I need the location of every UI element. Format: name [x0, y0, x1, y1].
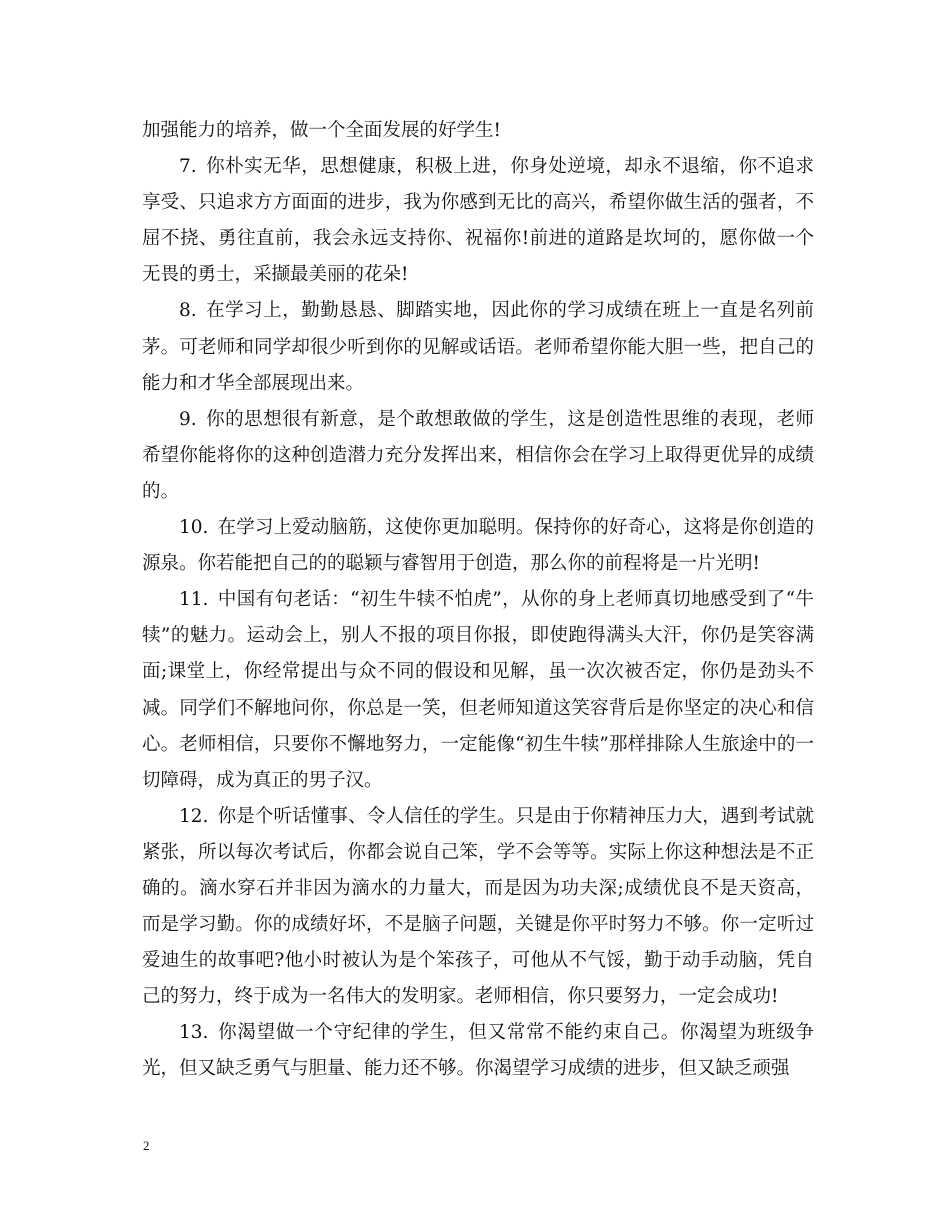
paragraph-number: 9.: [179, 408, 197, 430]
paragraph-number: 7.: [179, 156, 197, 178]
paragraph-12: [142, 799, 814, 1016]
paragraph-text: 你是个听话懂事、令人信任的学生。只是由于你精神压力大，遇到考试就紧张，所以每次考试后，你都会说自己笨，学不会等等。实际上你这种想法是不正确的。滴水穿石并非因为滴水的力量大，而是因为功夫深;成绩优良不是天资高，而是学习勤。你的成绩好坏，不是脑子问题，关键是你平时努力不够。你一定听过爱迪生的故事吧?他小时被认为是个笨孩子，可他从不气馁，勤于动手动脑，凭自己的努力，终于成为一名伟大的发明家。老师相信，你只要努力，一定会成功!: [142, 805, 814, 1008]
paragraph-7: [142, 149, 814, 293]
paragraph-continuation: [142, 113, 814, 149]
paragraph-text: 在学习上，勤勤恳恳、脚踏实地，因此你的学习成绩在班上一直是名列前茅。可老师和同学却很少听到你的见解或话语。老师希望你能大胆一些，把自己的能力和才华全部展现出来。: [142, 300, 814, 394]
paragraph-8: [142, 293, 814, 401]
paragraph-number: 8.: [179, 300, 197, 322]
paragraph-text: 你的思想很有新意，是个敢想敢做的学生，这是创造性思维的表现，老师希望你能将你的这种创造潜力充分发挥出来，相信你会在学习上取得更优异的成绩的。: [142, 408, 814, 502]
paragraph-number: 12.: [179, 805, 209, 827]
paragraph-text: 在学习上爱动脑筋，这使你更加聪明。保持你的好奇心，这将是你创造的源泉。你若能把自己的的聪颖与睿智用于创造，那么你的前程将是一片光明!: [142, 517, 814, 575]
paragraph-number: 10.: [179, 517, 209, 539]
page-number: 2: [143, 1138, 150, 1153]
paragraph-text: 你朴实无华，思想健康，积极上进，你身处逆境，却永不退缩，你不追求享受、只追求方方面面的进步，我为你感到无比的高兴，希望你做生活的强者，不屈不挠、勇往直前，我会永远支持你、祝福你!前进的道路是坎坷的，愿你做一个无畏的勇士，采撷最美丽的花朵!: [142, 156, 814, 286]
paragraph-number: 11.: [179, 589, 209, 611]
paragraph-text: 加强能力的培养，做一个全面发展的好学生!: [142, 120, 501, 141]
paragraph-10: [142, 510, 814, 582]
paragraph-11: [142, 582, 814, 799]
paragraph-text: 你渴望做一个守纪律的学生，但又常常不能约束自己。你渴望为班级争光，但又缺乏勇气与胆量、能力还不够。你渴望学习成绩的进步，但又缺乏顽强: [142, 1022, 814, 1080]
body-text: [142, 113, 814, 1088]
paragraph-text: 中国有句老话：“初生牛犊不怕虎”，从你的身上老师真切地感受到了“牛犊”的魅力。运动会上，别人不报的项目你报，即使跑得满头大汗，你仍是笑容满面;课堂上，你经常提出与众不同的假设和见解，虽一次次被否定，你仍是劲头不减。同学们不解地问你，你总是一笑，但老师知道这笑容背后是你坚定的决心和信心。老师相信，只要你不懈地努力，一定能像“初生牛犊”那样排除人生旅途中的一切障碍，成为真正的男子汉。: [142, 589, 814, 791]
paragraph-9: [142, 402, 814, 510]
paragraph-13: [142, 1015, 814, 1087]
paragraph-number: 13.: [179, 1022, 209, 1044]
